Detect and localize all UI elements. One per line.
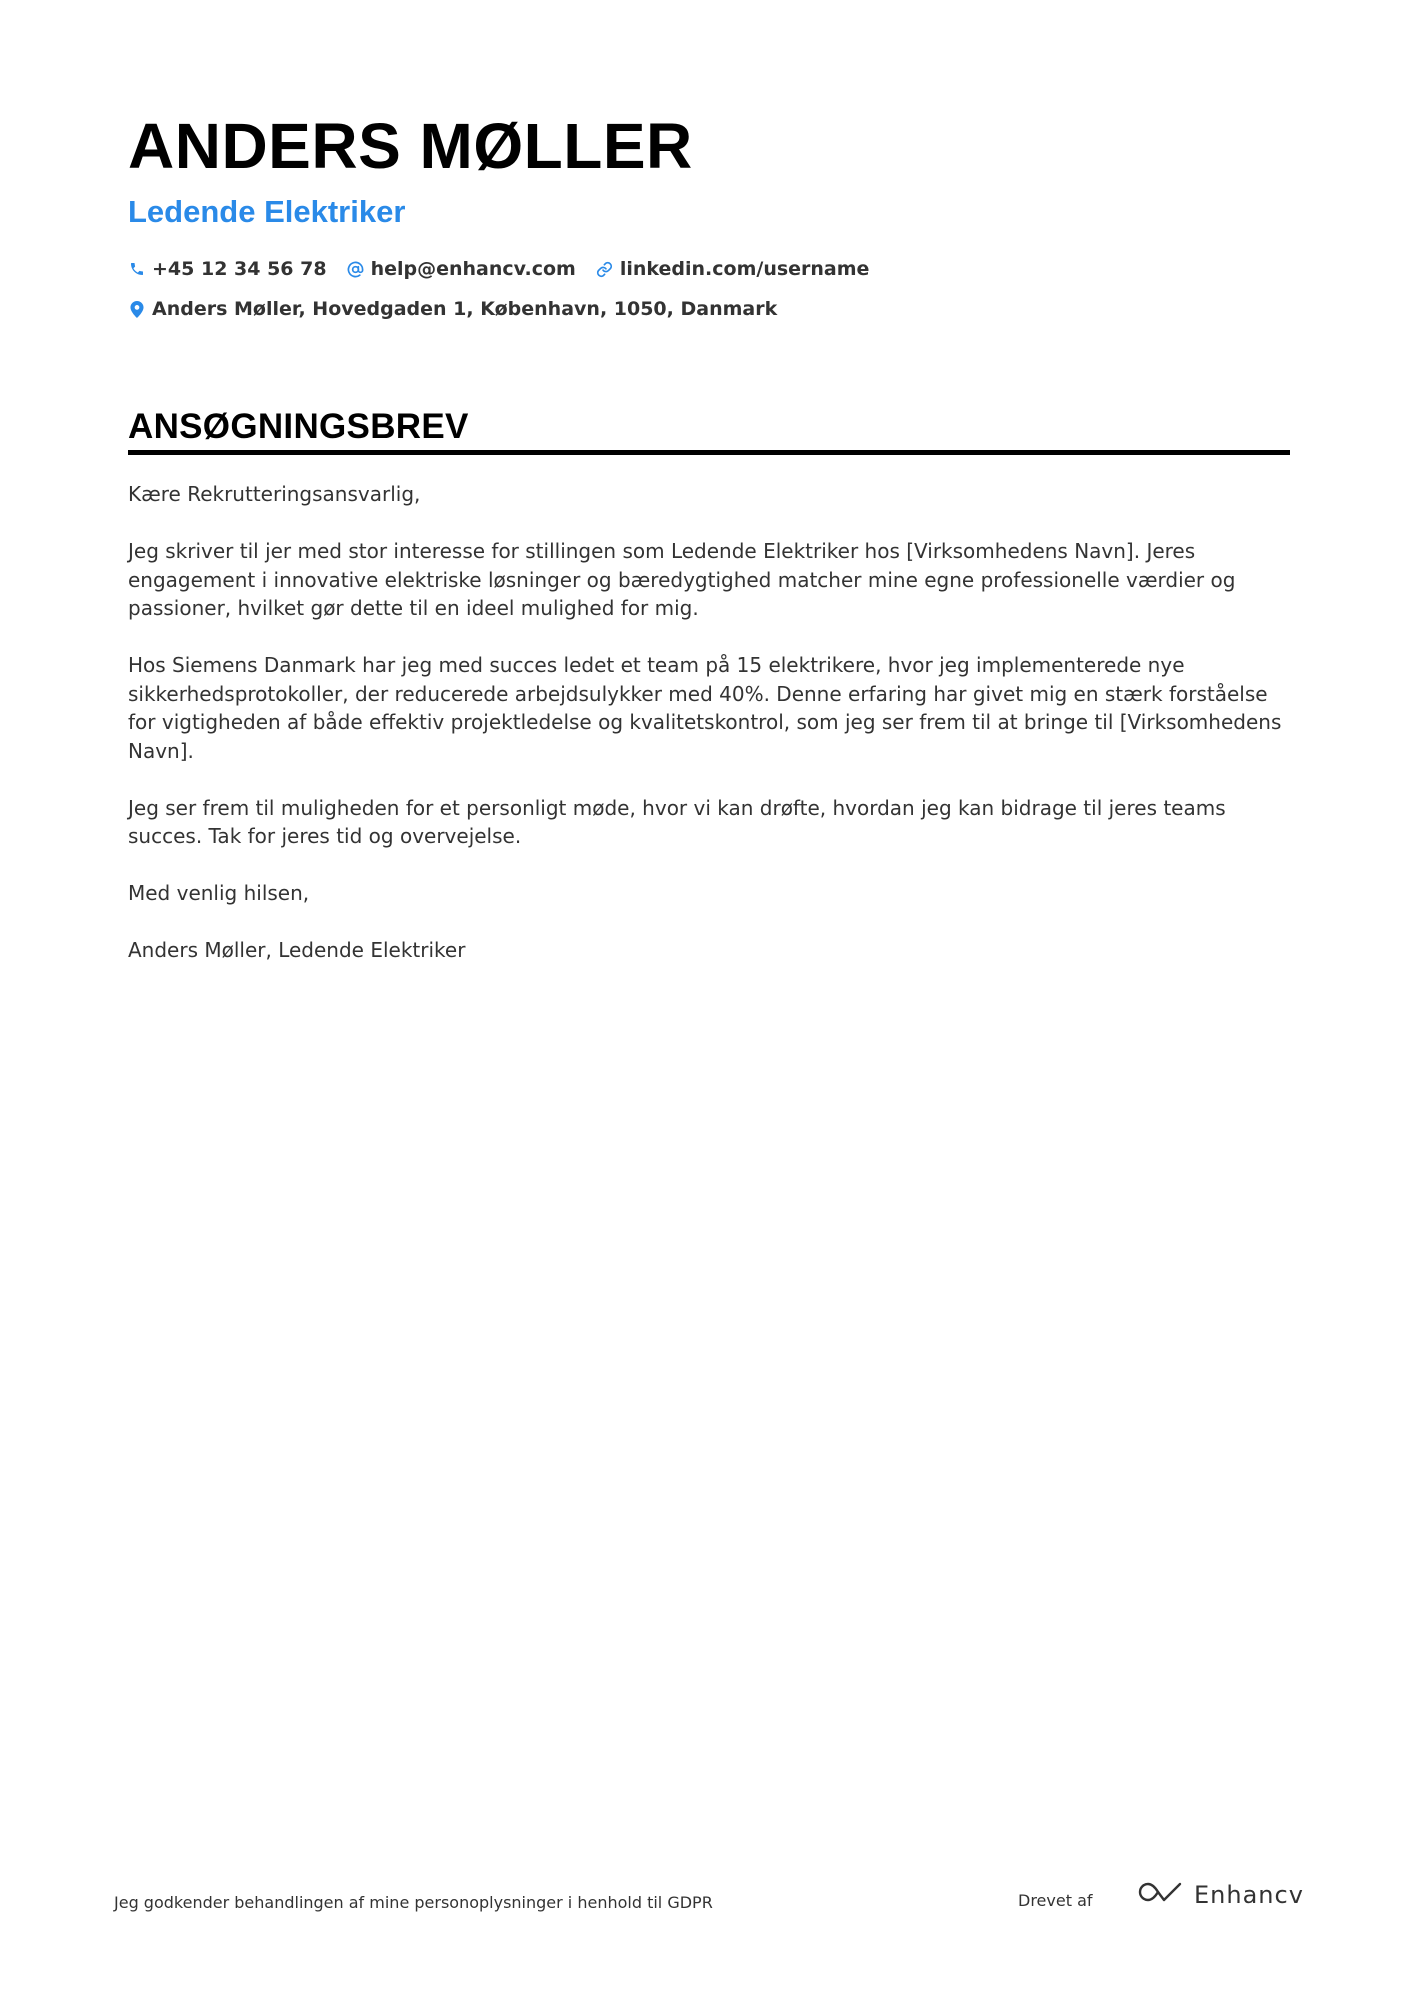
enhancv-logo[interactable] [1138, 1880, 1304, 1909]
letter-body [128, 480, 1290, 993]
phone-text: +45 12 34 56 78 [152, 258, 327, 280]
link-icon [596, 260, 614, 278]
gdpr-consent: Jeg godkender behandlingen af mine personoplysninger i henhold til GDPR [114, 1893, 713, 1912]
linkedin-text: linkedin.com/username [619, 258, 870, 280]
contact-phone [128, 258, 327, 280]
at-sign-icon [347, 260, 365, 278]
candidate-role: Ledende Elektriker [128, 194, 406, 229]
letter-paragraph: Hos Siemens Danmark har jeg med succes ledet et team på 15 elektrikere, hvor jeg implementerede nye sikkerhedsprotokoller, der reducerede arbejdsulykker med 40%. Denne erfaring har givet mig en stærk forståelse for vigtigheden af både effektiv projektledelse og kvalitetskontrol, som jeg ser frem til at bringe til [Virksomhedens Navn]. [128, 653, 1282, 763]
letter-signature: Anders Møller, Ledende Elektriker [128, 938, 466, 962]
contact-row-secondary [128, 294, 1288, 324]
enhancv-wordmark: Enhancv [1194, 1880, 1304, 1909]
header [128, 108, 1288, 324]
section-divider [128, 450, 1290, 455]
section-title: ANSØGNINGSBREV [128, 407, 469, 446]
phone-icon [128, 260, 146, 278]
email-text: help@enhancv.com [370, 258, 576, 280]
letter-greeting: Kære Rekrutteringsansvarlig, [128, 482, 421, 506]
contact-linkedin [596, 258, 870, 280]
contact-address [128, 298, 777, 320]
contact-email [347, 258, 576, 280]
letter-paragraph: Jeg ser frem til muligheden for et personligt møde, hvor vi kan drøfte, hvordan jeg kan bidrage til jeres teams succes. Tak for jeres tid og overvejelse. [128, 795, 1226, 848]
candidate-name: ANDERS MØLLER [128, 110, 693, 182]
powered-by-label: Drevet af [1018, 1891, 1093, 1910]
location-pin-icon [128, 300, 146, 318]
letter-closing: Med venlig hilsen, [128, 881, 310, 905]
enhancv-logo-icon [1138, 1880, 1184, 1909]
letter-paragraph: Jeg skriver til jer med stor interesse for stillingen som Ledende Elektriker hos [Virksomhedens Navn]. Jeres engagement i innovative elektriske løsninger og bæredygtighed matcher mine egne professionelle værdier og passioner, hvilket gør dette til en ideel mulighed for mig. [128, 539, 1236, 620]
contact-row-primary [128, 254, 1288, 284]
address-text: Anders Møller, Hovedgaden 1, København, 1050, Danmark [152, 298, 778, 320]
